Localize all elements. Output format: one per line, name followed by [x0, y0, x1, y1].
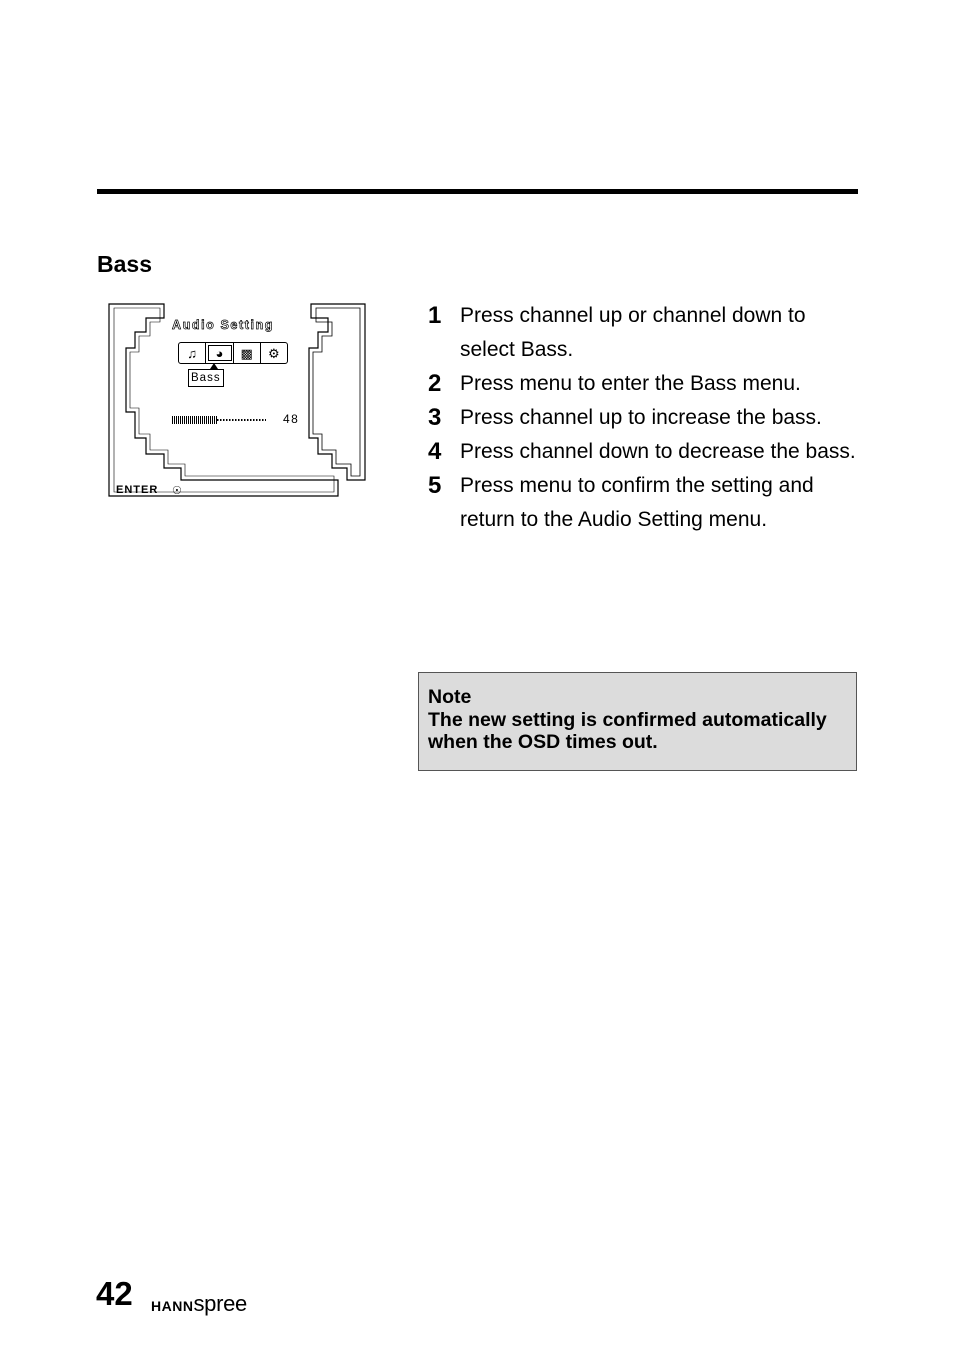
osd-icon-bar — [178, 342, 288, 364]
osd-selected-label: Bass — [188, 369, 224, 387]
step-number: 2 — [428, 370, 442, 397]
step-text: Press channel down to decrease the bass. — [460, 440, 856, 463]
brand-logo — [151, 1291, 247, 1319]
balance-icon: ⚙ — [268, 345, 280, 361]
brand-light: spree — [193, 1291, 247, 1316]
bass-value: 48 — [283, 412, 300, 426]
step-text: Press channel up to increase the bass. — [460, 406, 822, 429]
step-number: 4 — [428, 438, 442, 465]
top-rule — [97, 189, 858, 194]
step-item — [428, 299, 858, 367]
enter-label: ENTER — [116, 484, 159, 496]
osd-title: Audio Setting — [172, 318, 275, 332]
step-list — [428, 299, 858, 537]
step-item — [428, 401, 858, 435]
note-title: Note — [428, 686, 472, 708]
bass-level-track — [217, 419, 266, 421]
page-number: 42 — [96, 1275, 133, 1312]
step-item — [428, 367, 858, 401]
bass-level-bar — [172, 416, 266, 424]
enter-icon: ☉ — [172, 485, 182, 497]
bass-icon: ◕ — [206, 343, 233, 363]
step-number: 3 — [428, 404, 442, 431]
section-title: Bass — [97, 251, 152, 277]
step-text: Press menu to confirm the setting and return to the Audio Setting menu. — [460, 474, 814, 531]
step-item — [428, 469, 858, 537]
brand-bold: HANN — [151, 1298, 194, 1314]
note-box — [418, 672, 857, 771]
osd-screenshot — [106, 302, 368, 500]
treble-icon: ▩ — [234, 343, 261, 363]
step-number: 1 — [428, 302, 442, 329]
step-text: Press channel up or channel down to select Bass. — [460, 304, 806, 361]
sound-mode-icon: ♫ — [179, 343, 206, 363]
step-text: Press menu to enter the Bass menu. — [460, 372, 801, 395]
step-number: 5 — [428, 472, 442, 499]
bass-level-fill — [172, 416, 217, 424]
note-text: The new setting is confirmed automatically when the OSD times out. — [428, 708, 827, 753]
step-item — [428, 435, 858, 469]
